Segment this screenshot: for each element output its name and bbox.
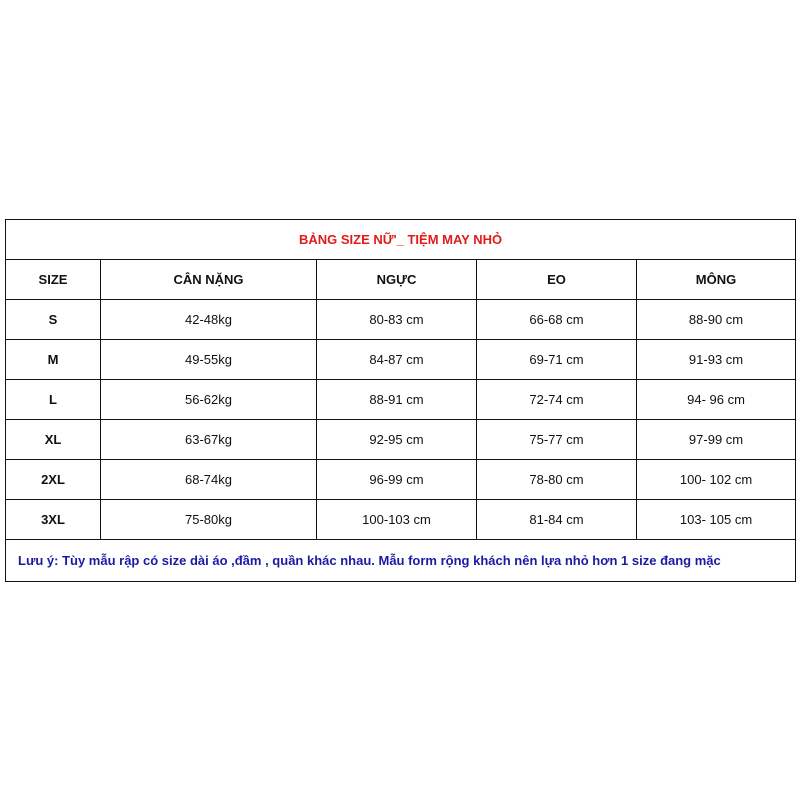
weight-cell: 42-48kg bbox=[101, 300, 317, 340]
waist-cell: 66-68 cm bbox=[477, 300, 637, 340]
header-weight: CÂN NẶNG bbox=[101, 260, 317, 300]
weight-cell: 49-55kg bbox=[101, 340, 317, 380]
size-note: Lưu ý: Tùy mẫu rập có size dài áo ,đầm , quần khác nhau. Mẫu form rộng khách nên lựa nhỏ hơn 1 size đang mặc bbox=[6, 540, 796, 582]
table-row bbox=[6, 500, 796, 540]
weight-cell: 75-80kg bbox=[101, 500, 317, 540]
size-cell: L bbox=[6, 380, 101, 420]
header-size: SIZE bbox=[6, 260, 101, 300]
size-cell: 2XL bbox=[6, 460, 101, 500]
table-row bbox=[6, 340, 796, 380]
size-cell: S bbox=[6, 300, 101, 340]
waist-cell: 69-71 cm bbox=[477, 340, 637, 380]
header-row bbox=[6, 260, 796, 300]
chest-cell: 96-99 cm bbox=[317, 460, 477, 500]
size-cell: XL bbox=[6, 420, 101, 460]
waist-cell: 78-80 cm bbox=[477, 460, 637, 500]
hips-cell: 91-93 cm bbox=[637, 340, 796, 380]
chest-cell: 100-103 cm bbox=[317, 500, 477, 540]
waist-cell: 72-74 cm bbox=[477, 380, 637, 420]
weight-cell: 68-74kg bbox=[101, 460, 317, 500]
header-waist: EO bbox=[477, 260, 637, 300]
chest-cell: 84-87 cm bbox=[317, 340, 477, 380]
table-row bbox=[6, 420, 796, 460]
chest-cell: 92-95 cm bbox=[317, 420, 477, 460]
note-row bbox=[6, 540, 796, 582]
table-title: BẢNG SIZE NỮ'_ TIỆM MAY NHỎ bbox=[6, 220, 796, 260]
hips-cell: 103- 105 cm bbox=[637, 500, 796, 540]
size-cell: 3XL bbox=[6, 500, 101, 540]
size-cell: M bbox=[6, 340, 101, 380]
waist-cell: 81-84 cm bbox=[477, 500, 637, 540]
waist-cell: 75-77 cm bbox=[477, 420, 637, 460]
title-row bbox=[6, 220, 796, 260]
hips-cell: 94- 96 cm bbox=[637, 380, 796, 420]
chest-cell: 88-91 cm bbox=[317, 380, 477, 420]
table-row bbox=[6, 380, 796, 420]
weight-cell: 56-62kg bbox=[101, 380, 317, 420]
hips-cell: 100- 102 cm bbox=[637, 460, 796, 500]
chest-cell: 80-83 cm bbox=[317, 300, 477, 340]
hips-cell: 88-90 cm bbox=[637, 300, 796, 340]
hips-cell: 97-99 cm bbox=[637, 420, 796, 460]
weight-cell: 63-67kg bbox=[101, 420, 317, 460]
table-row bbox=[6, 300, 796, 340]
header-chest: NGỰC bbox=[317, 260, 477, 300]
table-row bbox=[6, 460, 796, 500]
header-hips: MÔNG bbox=[637, 260, 796, 300]
size-chart-table bbox=[5, 219, 796, 582]
